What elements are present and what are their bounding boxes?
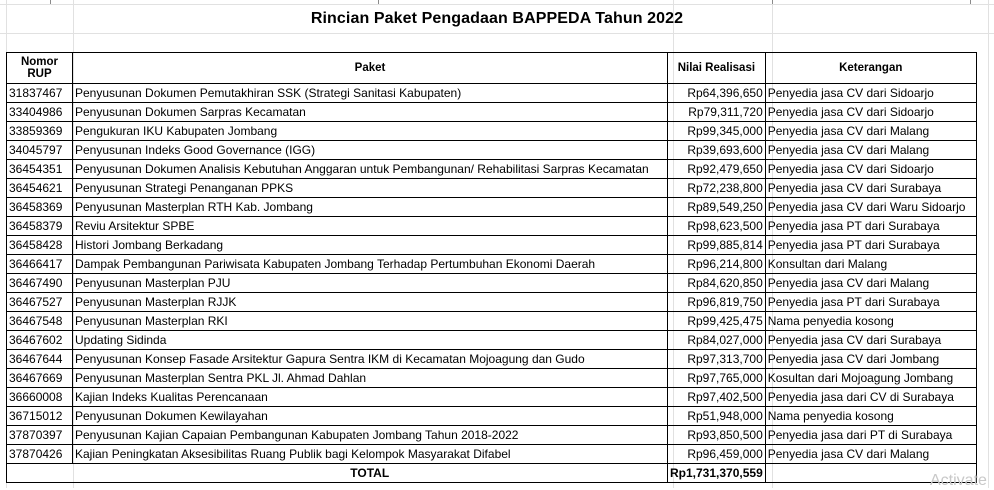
table-row (7, 198, 977, 217)
keterangan-cell[interactable]: Penyedia jasa CV dari Malang (765, 274, 976, 293)
rup-cell[interactable]: 36467490 (7, 274, 73, 293)
header-paket-label: Paket (354, 62, 386, 74)
table-row (7, 445, 977, 464)
table-row (7, 369, 977, 388)
keterangan-cell[interactable]: Penyedia jasa CV dari Waru Sidoarjo (765, 198, 976, 217)
table-row (7, 407, 977, 426)
rup-cell[interactable]: 36466417 (7, 255, 73, 274)
table-row (7, 331, 977, 350)
header-paket[interactable] (73, 53, 668, 84)
paket-cell[interactable]: Penyusunan Masterplan Sentra PKL Jl. Ahmad Dahlan (73, 369, 668, 388)
rup-cell[interactable]: 36467602 (7, 331, 73, 350)
paket-cell[interactable]: Updating Sidinda (73, 331, 668, 350)
keterangan-cell[interactable]: Penyedia jasa CV dari Surabaya (765, 179, 976, 198)
sheet-title: Rincian Paket Pengadaan BAPPEDA Tahun 2022 (310, 10, 684, 27)
paket-cell[interactable]: Penyusunan Masterplan PJU (73, 274, 668, 293)
paket-cell[interactable]: Penyusunan Masterplan RJJK (73, 293, 668, 312)
paket-cell[interactable]: Pengukuran IKU Kabupaten Jombang (73, 122, 668, 141)
paket-cell[interactable]: Penyusunan Dokumen Sarpras Kecamatan (73, 103, 668, 122)
rup-cell[interactable]: 36467644 (7, 350, 73, 369)
table-row (7, 236, 977, 255)
nilai-cell[interactable]: Rp84,027,000 (668, 331, 766, 350)
rup-cell[interactable]: 37870426 (7, 445, 73, 464)
total-label-cell[interactable] (7, 464, 73, 483)
header-nomor-rup[interactable] (7, 53, 73, 84)
header-nomor-rup-label: Nomor RUP (20, 56, 59, 80)
table-row (7, 103, 977, 122)
gridline (378, 0, 379, 4)
rup-cell[interactable]: 36458379 (7, 217, 73, 236)
nilai-cell[interactable]: Rp98,623,500 (668, 217, 766, 236)
nilai-cell[interactable]: Rp89,549,250 (668, 198, 766, 217)
total-value[interactable]: Rp1,731,370,559 (668, 464, 766, 483)
nilai-cell[interactable]: Rp51,948,000 (668, 407, 766, 426)
gridline (0, 4, 994, 5)
paket-cell[interactable]: Penyusunan Dokumen Pemutakhiran SSK (Strategi Sanitasi Kabupaten) (73, 84, 668, 103)
nilai-cell[interactable]: Rp79,311,720 (668, 103, 766, 122)
nilai-cell[interactable]: Rp64,396,650 (668, 84, 766, 103)
table-header-row (7, 53, 977, 84)
rup-cell[interactable]: 36454351 (7, 160, 73, 179)
paket-cell[interactable]: Penyusunan Masterplan RTH Kab. Jombang (73, 198, 668, 217)
keterangan-cell[interactable]: Penyedia jasa CV dari Malang (765, 141, 976, 160)
keterangan-cell[interactable]: Penyedia jasa CV dari Surabaya (765, 331, 976, 350)
rup-cell[interactable]: 36467527 (7, 293, 73, 312)
keterangan-cell[interactable]: Penyedia jasa dari CV di Surabaya (765, 388, 976, 407)
keterangan-cell[interactable]: Kosultan dari Mojoagung Jombang (765, 369, 976, 388)
rup-cell[interactable]: 31837467 (7, 84, 73, 103)
rup-cell[interactable]: 36454621 (7, 179, 73, 198)
keterangan-cell[interactable]: Penyedia jasa CV dari Malang (765, 122, 976, 141)
table-row (7, 388, 977, 407)
rup-cell[interactable]: 36467669 (7, 369, 73, 388)
keterangan-cell[interactable]: Penyedia jasa CV dari Jombang (765, 350, 976, 369)
activate-windows-watermark: Activate (930, 472, 987, 489)
rup-cell[interactable]: 36458369 (7, 198, 73, 217)
table-row (7, 141, 977, 160)
keterangan-cell[interactable]: Nama penyedia kosong (765, 407, 976, 426)
table-row (7, 255, 977, 274)
keterangan-cell[interactable]: Penyedia jasa PT dari Surabaya (765, 293, 976, 312)
header-nilai-label: Nilai Realisasi (677, 62, 756, 74)
table-row (7, 350, 977, 369)
paket-cell[interactable]: Penyusunan Masterplan RKI (73, 312, 668, 331)
paket-cell[interactable]: Histori Jombang Berkadang (73, 236, 668, 255)
keterangan-cell[interactable]: Penyedia jasa PT dari Surabaya (765, 236, 976, 255)
paket-cell[interactable]: Penyusunan Indeks Good Governance (IGG) (73, 141, 668, 160)
total-label[interactable]: TOTAL (73, 464, 668, 483)
gridline (50, 0, 51, 4)
table-row (7, 426, 977, 445)
header-nilai-realisasi[interactable] (668, 53, 766, 84)
total-row (7, 464, 977, 483)
keterangan-cell[interactable]: Penyedia jasa CV dari Sidoarjo (765, 103, 976, 122)
table-row (7, 84, 977, 103)
nilai-cell[interactable]: Rp72,238,800 (668, 179, 766, 198)
keterangan-cell[interactable]: Penyedia jasa PT dari Surabaya (765, 217, 976, 236)
nilai-cell[interactable]: Rp99,885,814 (668, 236, 766, 255)
procurement-table (6, 52, 977, 483)
table-row (7, 312, 977, 331)
rup-cell[interactable]: 36660008 (7, 388, 73, 407)
nilai-cell[interactable]: Rp97,402,500 (668, 388, 766, 407)
paket-cell[interactable]: Kajian Peningkatan Aksesibilitas Ruang Publik bagi Kelompok Masyarakat Difabel (73, 445, 668, 464)
keterangan-cell[interactable]: Nama penyedia kosong (765, 312, 976, 331)
gridline (0, 33, 994, 34)
paket-cell[interactable]: Penyusunan Kajian Capaian Pembangunan Kabupaten Jombang Tahun 2018-2022 (73, 426, 668, 445)
header-keterangan-label: Keterangan (839, 62, 903, 74)
paket-cell[interactable]: Reviu Arsitektur SPBE (73, 217, 668, 236)
rup-cell[interactable]: 33859369 (7, 122, 73, 141)
keterangan-cell[interactable]: Penyedia jasa CV dari Sidoarjo (765, 160, 976, 179)
gridline (970, 0, 971, 4)
table-row (7, 274, 977, 293)
nilai-cell[interactable]: Rp97,313,700 (668, 350, 766, 369)
rup-cell[interactable]: 36715012 (7, 407, 73, 426)
nilai-cell[interactable]: Rp99,425,475 (668, 312, 766, 331)
header-keterangan[interactable] (765, 53, 976, 84)
gridline (988, 0, 989, 488)
rup-cell[interactable]: 34045797 (7, 141, 73, 160)
keterangan-cell[interactable]: Penyedia jasa CV dari Sidoarjo (765, 84, 976, 103)
table-row (7, 293, 977, 312)
gridline (772, 0, 773, 4)
paket-cell[interactable]: Penyusunan Konsep Fasade Arsitektur Gapura Sentra IKM di Kecamatan Mojoagung dan Gudo (73, 350, 668, 369)
paket-cell[interactable]: Penyusunan Dokumen Analisis Kebutuhan Anggaran untuk Pembangunan/ Rehabilitasi Sarpras Kecamatan (73, 160, 668, 179)
rup-cell[interactable]: 37870397 (7, 426, 73, 445)
table-row (7, 122, 977, 141)
table-row (7, 160, 977, 179)
paket-cell[interactable]: Kajian Indeks Kualitas Perencanaan (73, 388, 668, 407)
nilai-cell[interactable]: Rp97,765,000 (668, 369, 766, 388)
nilai-cell[interactable]: Rp84,620,850 (668, 274, 766, 293)
nilai-cell[interactable]: Rp96,459,000 (668, 445, 766, 464)
rup-cell[interactable]: 33404986 (7, 103, 73, 122)
paket-cell[interactable]: Penyusunan Dokumen Kewilayahan (73, 407, 668, 426)
nilai-cell[interactable]: Rp96,214,800 (668, 255, 766, 274)
nilai-cell[interactable]: Rp92,479,650 (668, 160, 766, 179)
paket-cell[interactable]: Dampak Pembangunan Pariwisata Kabupaten Jombang Terhadap Pertumbuhan Ekonomi Daerah (73, 255, 668, 274)
table-row (7, 217, 977, 236)
keterangan-cell[interactable]: Penyedia jasa dari PT di Surabaya (765, 426, 976, 445)
table-row (7, 179, 977, 198)
rup-cell[interactable]: 36458428 (7, 236, 73, 255)
rup-cell[interactable]: 36467548 (7, 312, 73, 331)
nilai-cell[interactable]: Rp99,345,000 (668, 122, 766, 141)
nilai-cell[interactable]: Rp93,850,500 (668, 426, 766, 445)
nilai-cell[interactable]: Rp96,819,750 (668, 293, 766, 312)
nilai-cell[interactable]: Rp39,693,600 (668, 141, 766, 160)
paket-cell[interactable]: Penyusunan Strategi Penanganan PPKS (73, 179, 668, 198)
keterangan-cell[interactable]: Penyedia jasa CV dari Malang (765, 445, 976, 464)
keterangan-cell[interactable]: Konsultan dari Malang (765, 255, 976, 274)
